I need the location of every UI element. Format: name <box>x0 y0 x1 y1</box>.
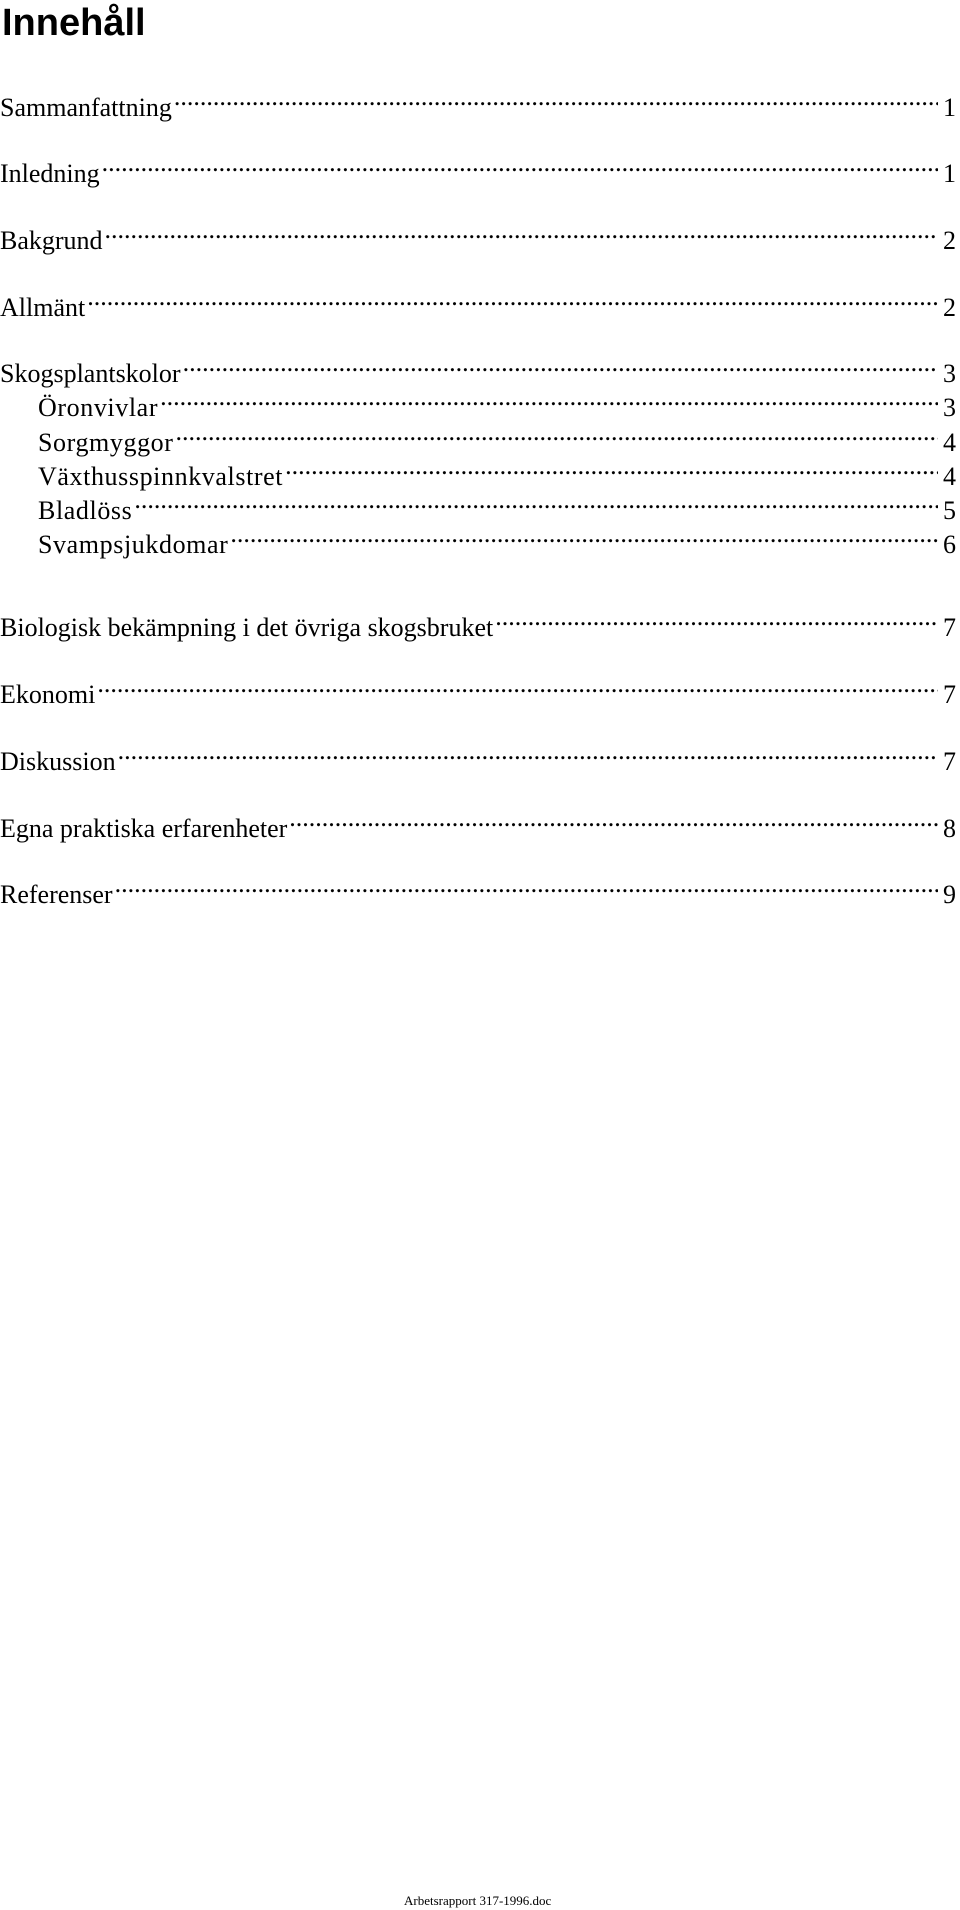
toc-entry-sorgmyggor[interactable] <box>38 419 956 457</box>
toc-entry-page: 5 <box>943 496 956 525</box>
toc-dot-leader <box>230 521 938 553</box>
toc-entry-label: Ekonomi <box>0 680 96 709</box>
toc-entry-allmant[interactable] <box>0 284 956 322</box>
toc-entry-label: Inledning <box>0 159 100 188</box>
toc-entry-svampsjukdomar[interactable] <box>38 521 956 559</box>
toc-entry-page: 3 <box>943 393 956 422</box>
toc-dot-leader <box>176 419 938 451</box>
toc-dot-leader <box>102 150 938 182</box>
toc-entry-page: 3 <box>943 359 956 388</box>
toc-entry-label: Sammanfattning <box>0 93 172 122</box>
toc-entry-diskussion[interactable] <box>0 738 956 776</box>
toc-entry-page: 2 <box>943 293 956 322</box>
toc-entry-label: Referenser <box>0 880 113 909</box>
toc-entry-page: 6 <box>943 530 956 559</box>
toc-entry-page: 4 <box>943 428 956 457</box>
toc-dot-leader <box>495 604 938 636</box>
toc-entry-referenser[interactable] <box>0 871 956 909</box>
toc-entry-bakgrund[interactable] <box>0 217 956 255</box>
toc-entry-label: Diskussion <box>0 747 116 776</box>
toc-dot-leader <box>115 871 938 903</box>
toc-dot-leader <box>183 350 938 382</box>
toc-dot-leader <box>87 284 938 316</box>
toc-dot-leader <box>174 84 938 116</box>
toc-entry-label: Svampsjukdomar <box>38 530 229 559</box>
toc-entry-page: 7 <box>943 613 956 642</box>
toc-entry-skogsplantskolor[interactable] <box>0 350 956 388</box>
toc-dot-leader <box>105 217 938 249</box>
toc-entry-vaxthusspinnkvalstret[interactable] <box>38 453 956 491</box>
toc-entry-page: 9 <box>943 880 956 909</box>
toc-entry-page: 4 <box>943 462 956 491</box>
toc-title: Innehåll <box>2 2 146 44</box>
toc-entry-label: Skogsplantskolor <box>0 359 181 388</box>
toc-entry-ekonomi[interactable] <box>0 671 956 709</box>
toc-entry-label: Sorgmyggor <box>38 428 174 457</box>
toc-entry-page: 7 <box>943 747 956 776</box>
toc-entry-label: Egna praktiska erfarenheter <box>0 814 288 843</box>
toc-entry-label: Öronvivlar <box>38 393 159 422</box>
toc-entry-label: Bladlöss <box>38 496 133 525</box>
toc-entry-page: 8 <box>943 814 956 843</box>
footer-filename: Arbetsrapport 317-1996.doc <box>404 1893 552 1908</box>
toc-entry-sammanfattning[interactable] <box>0 84 956 122</box>
toc-entry-label: Växthusspinnkvalstret <box>38 462 284 491</box>
toc-entry-page: 2 <box>943 226 956 255</box>
toc-dot-leader <box>97 671 938 703</box>
toc-entry-inledning[interactable] <box>0 150 956 188</box>
toc-dot-leader <box>285 453 938 485</box>
toc-entry-page: 1 <box>943 159 956 188</box>
toc-entry-bladloss[interactable] <box>38 487 956 525</box>
toc-entry-label: Bakgrund <box>0 226 103 255</box>
toc-dot-leader <box>134 487 938 519</box>
toc-entry-page: 1 <box>943 93 956 122</box>
toc-dot-leader <box>289 805 938 837</box>
toc-entry-label: Biologisk bekämpning i det övriga skogsbruket <box>0 613 494 642</box>
toc-entry-page: 7 <box>943 680 956 709</box>
toc-dot-leader <box>160 384 938 416</box>
toc-entry-oronvivlar[interactable] <box>38 384 956 422</box>
toc-entry-label: Allmänt <box>0 293 86 322</box>
toc-entry-biologisk-bekampning[interactable] <box>0 604 956 642</box>
toc-entry-egna-praktiska-erfarenheter[interactable] <box>0 805 956 843</box>
toc-dot-leader <box>118 738 938 770</box>
